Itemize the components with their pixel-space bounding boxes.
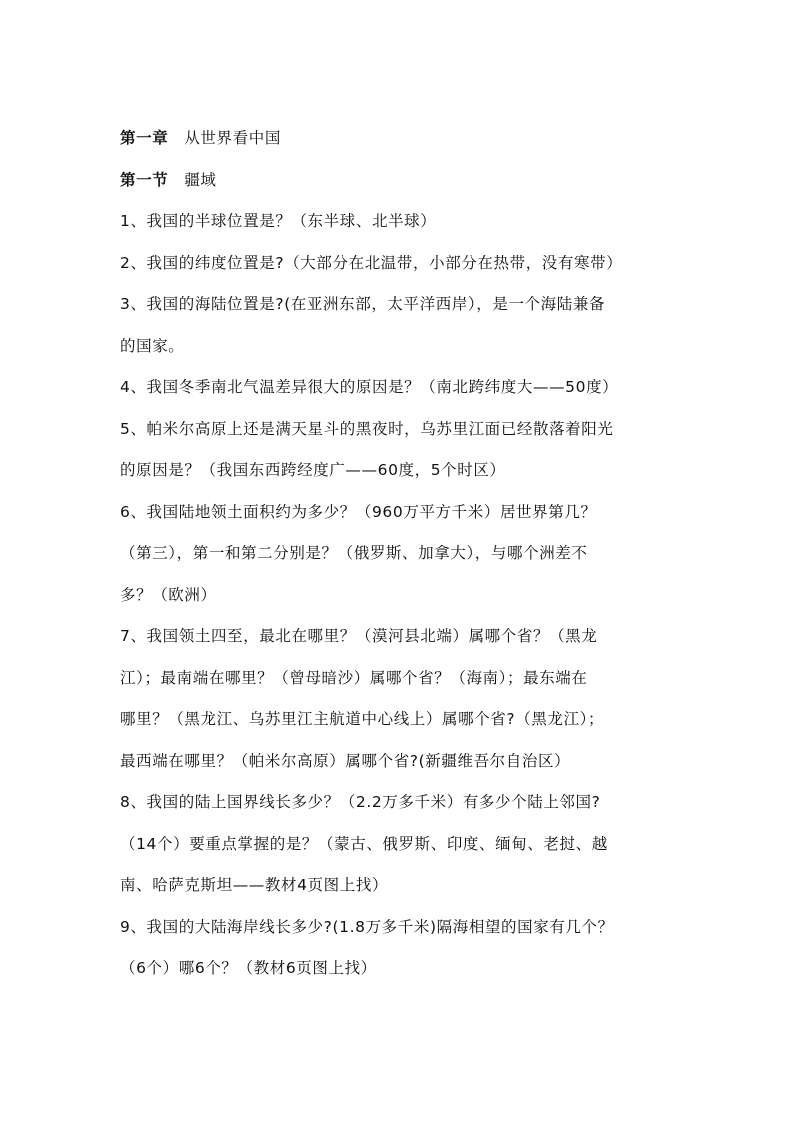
- text-line: 8、我国的陆上国界线长多少？（2.2万多千米）有多少个陆上邻国?: [120, 793, 601, 811]
- section-heading: [120, 164, 690, 206]
- chapter-number: 第一章: [120, 129, 169, 147]
- text-line: 哪里？（黑龙江、乌苏里江主航道中心线上）属哪个省?（黑龙江）；: [120, 710, 605, 728]
- text-line: 最西端在哪里？（帕米尔高原）属哪个省?(新疆维吾尔自治区）: [120, 751, 571, 770]
- text-line: 9、我国的大陆海岸线长多少?(1.8万多千米)隔海相望的国家有几个？: [120, 917, 614, 936]
- text-line: 1、我国的半球位置是？（东半球、北半球）: [120, 212, 437, 230]
- chapter-heading: [120, 122, 690, 164]
- section-title: 疆域: [184, 170, 217, 189]
- document-body: [120, 122, 690, 994]
- text-line: 6、我国陆地领土面积约为多少？（960万平方千米）居世界第几？: [120, 502, 597, 521]
- text-line: 3、我国的海陆位置是?(在亚洲东部，太平洋西岸），是一个海陆兼备: [120, 295, 606, 313]
- text-line: 的原因是？（我国东西跨经度广——60度，5个时区）: [120, 461, 506, 479]
- text-line: （14个）要重点掌握的是？（蒙古、俄罗斯、印度、缅甸、老挝、越: [120, 834, 608, 853]
- text-line: 7、我国领土四至，最北在哪里？（漠河县北端）属哪个省？（黑龙: [120, 627, 598, 645]
- text-line: 南、哈萨克斯坦——教材4页图上找）: [120, 876, 389, 894]
- text-line: （第三），第一和第二分别是？（俄罗斯、加拿大），与哪个洲差不: [120, 544, 588, 562]
- text-line: 5、帕米尔高原上还是满天星斗的黑夜时，乌苏里江面已经散落着阳光: [120, 419, 614, 438]
- text-line: （6个）哪6个？（教材6页图上找）: [120, 959, 377, 977]
- text-line: 的国家。: [120, 336, 185, 355]
- text-line: 2、我国的纬度位置是?（大部分在北温带，小部分在热带，没有寒带）: [120, 253, 623, 272]
- text-line: 4、我国冬季南北气温差异很大的原因是？（南北跨纬度大——50度）: [120, 378, 619, 396]
- text-line: 多？（欧洲）: [120, 585, 217, 604]
- chapter-title: 从世界看中国: [184, 129, 281, 147]
- text-line: 江）；最南端在哪里？（曾母暗沙）属哪个省？（海南）；最东端在: [120, 668, 588, 687]
- section-number: 第一节: [120, 170, 169, 189]
